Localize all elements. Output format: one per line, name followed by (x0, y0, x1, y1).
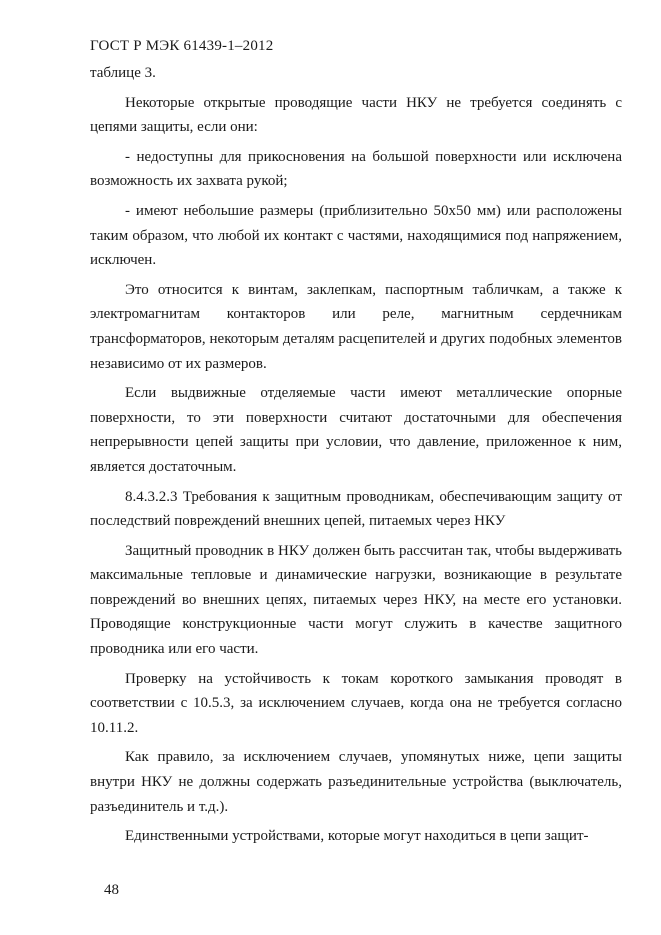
paragraph: Если выдвижные отделяемые части имеют металлические опорные поверхности, то эти поверхности считают достаточными для обеспечения непрерывности цепей защиты при условии, что давление, приложенное к ним, является достаточным. (90, 385, 622, 475)
paragraph: Проверку на устойчивость к токам короткого замыкания проводят в соответствии с 10.5.3, за исключением случаев, когда она не требуется согласно 10.11.2. (90, 670, 622, 736)
list-item: - имеют небольшие размеры (приблизительно 50х50 мм) или расположены таким образом, что любой их контакт с частями, находящимися под напряжением, исключен. (90, 202, 622, 269)
body-text (90, 61, 622, 854)
paragraph-continuation: таблице 3. (90, 65, 156, 81)
list-item: - недоступны для прикосновения на большой поверхности или исключена возможность их захвата рукой; (90, 148, 622, 190)
paragraph: Единственными устройствами, которые могут находиться в цепи защит- (125, 828, 589, 845)
standard-header: ГОСТ Р МЭК 61439-1–2012 (90, 38, 274, 54)
paragraph: Как правило, за исключением случаев, упомянутых ниже, цепи защиты внутри НКУ не должны содержать разъединительные устройства (выключатель, разъединитель и т.д.). (90, 749, 622, 815)
paragraph: Некоторые открытые проводящие части НКУ не требуется соединять с цепями защиты, если они: (90, 94, 622, 136)
paragraph: Это относится к винтам, заклепкам, паспортным табличкам, а также к электромагнитам контакторов или реле, магнитным сердечникам трансформаторов, некоторым деталям расцепителей и других подобных элементов независимо от их размеров. (90, 281, 622, 372)
paragraph: Защитный проводник в НКУ должен быть рассчитан так, чтобы выдерживать максимальные тепловые и динамические нагрузки, возникающие в результате повреждений во внешних цепях, питаемых через НКУ, на месте его установки. Проводящие конструкционные части могут служить в качестве защитного проводника или его части. (90, 542, 622, 658)
page-number: 48 (104, 882, 119, 898)
section-heading: 8.4.3.2.3 Требования к защитным проводникам, обеспечивающим защиту от последствий повреждений внешних цепей, питаемых через НКУ (90, 488, 622, 530)
